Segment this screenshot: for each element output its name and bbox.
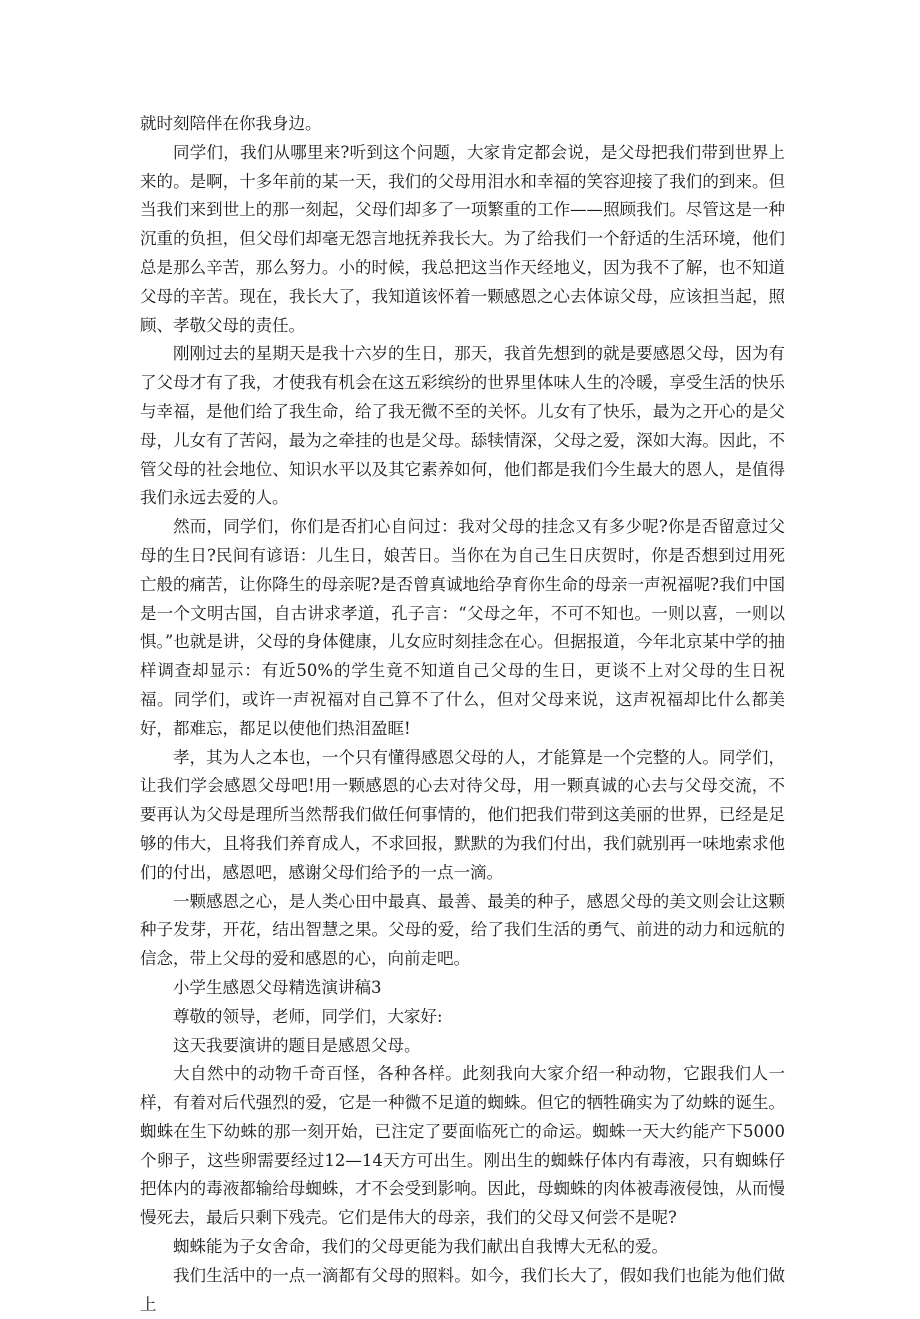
paragraph-10: 大自然中的动物千奇百怪，各种各样。此刻我向大家介绍一种动物，它跟我们人一样，有着对后代强烈的爱，它是一种微不足道的蜘蛛。但它的牺牲确实为了幼蛛的诞生。蜘蛛在生下幼蛛的那一刻开始，已注定了要面临死亡的命运。蜘蛛一天大约能产下5000个卵子，这些卵需要经过12—14天方可出生。刚出生的蜘蛛仔体内有毒液，只有蜘蛛仔把体内的毒液都输给母蜘蛛，才不会受到影响。因此，母蜘蛛的肉体被毒液侵蚀，从而慢慢死去，最后只剩下残壳。它们是伟大的母亲，我们的父母又何尝不是呢? (140, 1064, 785, 1228)
paragraph-1: 就时刻陪伴在你我身边。 (140, 114, 322, 133)
paragraph-5: 孝，其为人之本也，一个只有懂得感恩父母的人，才能算是一个完整的人。同学们，让我们学会感恩父母吧!用一颗感恩的心去对待父母，用一颗真诚的心去与父母交流，不要再认为父母是理所当然帮我们做任何事情的，他们把我们带到这美丽的世界，已经是足够的伟大，且将我们养育成人，不求回报，默默的为我们付出，我们就别再一味地索求他们的付出，感恩吧，感谢父母们给予的一点一滴。 (140, 747, 785, 882)
paragraph-11: 蜘蛛能为子女舍命，我们的父母更能为我们献出自我博大无私的爱。 (173, 1237, 668, 1257)
document-body (140, 110, 785, 1319)
paragraph-2: 同学们，我们从哪里来?听到这个问题，大家肯定都会说，是父母把我们带到世界上来的。是啊，十多年前的某一天，我们的父母用泪水和幸福的笑容迎接了我们的到来。但当我们来到世上的那一刻起，父母们却多了一项繁重的工作——照顾我们。尽管这是一种沉重的负担，但父母们却毫无怨言地抚养我长大。为了给我们一个舒适的生活环境，他们总是那么辛苦，那么努力。小的时候，我总把这当作天经地义，因为我不了解，也不知道父母的辛苦。现在，我长大了，我知道该怀着一颗感恩之心去体谅父母，应该担当起，照顾、孝敬父母的责任。 (140, 142, 785, 335)
section-title: 小学生感恩父母精选演讲稿3 (173, 977, 382, 997)
paragraph-4: 然而，同学们，你们是否扪心自问过：我对父母的挂念又有多少呢?你是否留意过父母的生日?民间有谚语：儿生日，娘苦日。当你在为自己生日庆贺时，你是否想到过用死亡般的痛苦，让你降生的母亲呢?是否曾真诚地给孕育你生命的母亲一声祝福呢?我们中国是一个文明古国，自古讲求孝道，孔子言：“父母之年，不可不知也。一则以喜，一则以惧。”也就是讲，父母的身体健康，儿女应时刻挂念在心。但据报道，今年北京某中学的抽样调查却显示：有近50%的学生竟不知道自己父母的生日，更谈不上对父母的生日祝福。同学们，或许一声祝福对自己算不了什么，但对父母来说，这声祝福却比什么都美好，都难忘，都足以使他们热泪盈眶! (140, 517, 785, 738)
paragraph-3: 刚刚过去的星期天是我十六岁的生日，那天，我首先想到的就是要感恩父母，因为有了父母才有了我，才使我有机会在这五彩缤纷的世界里体味人生的冷暖，享受生活的快乐与幸福，是他们给了我生命，给了我无微不至的关怀。儿女有了快乐，最为之开心的是父母，儿女有了苦闷，最为之牵挂的也是父母。舔犊情深，父母之爱，深如大海。因此，不管父母的社会地位、知识水平以及其它素养如何，他们都是我们今生最大的恩人，是值得我们永远去爱的人。 (140, 344, 785, 508)
greeting: 尊敬的领导，老师，同学们，大家好: (173, 1006, 443, 1026)
paragraph-6: 一颗感恩之心，是人类心田中最真、最善、最美的种子，感恩父母的美文则会让这颗种子发芽，开花，结出智慧之果。父母的爱，给了我们生活的勇气、前进的动力和远航的信念，带上父母的爱和感恩的心，向前走吧。 (140, 891, 785, 969)
topic-line: 这天我要演讲的题目是感恩父母。 (173, 1035, 421, 1055)
paragraph-12: 我们生活中的一点一滴都有父母的照料。如今，我们长大了，假如我们也能为他们做上 (140, 1265, 785, 1314)
